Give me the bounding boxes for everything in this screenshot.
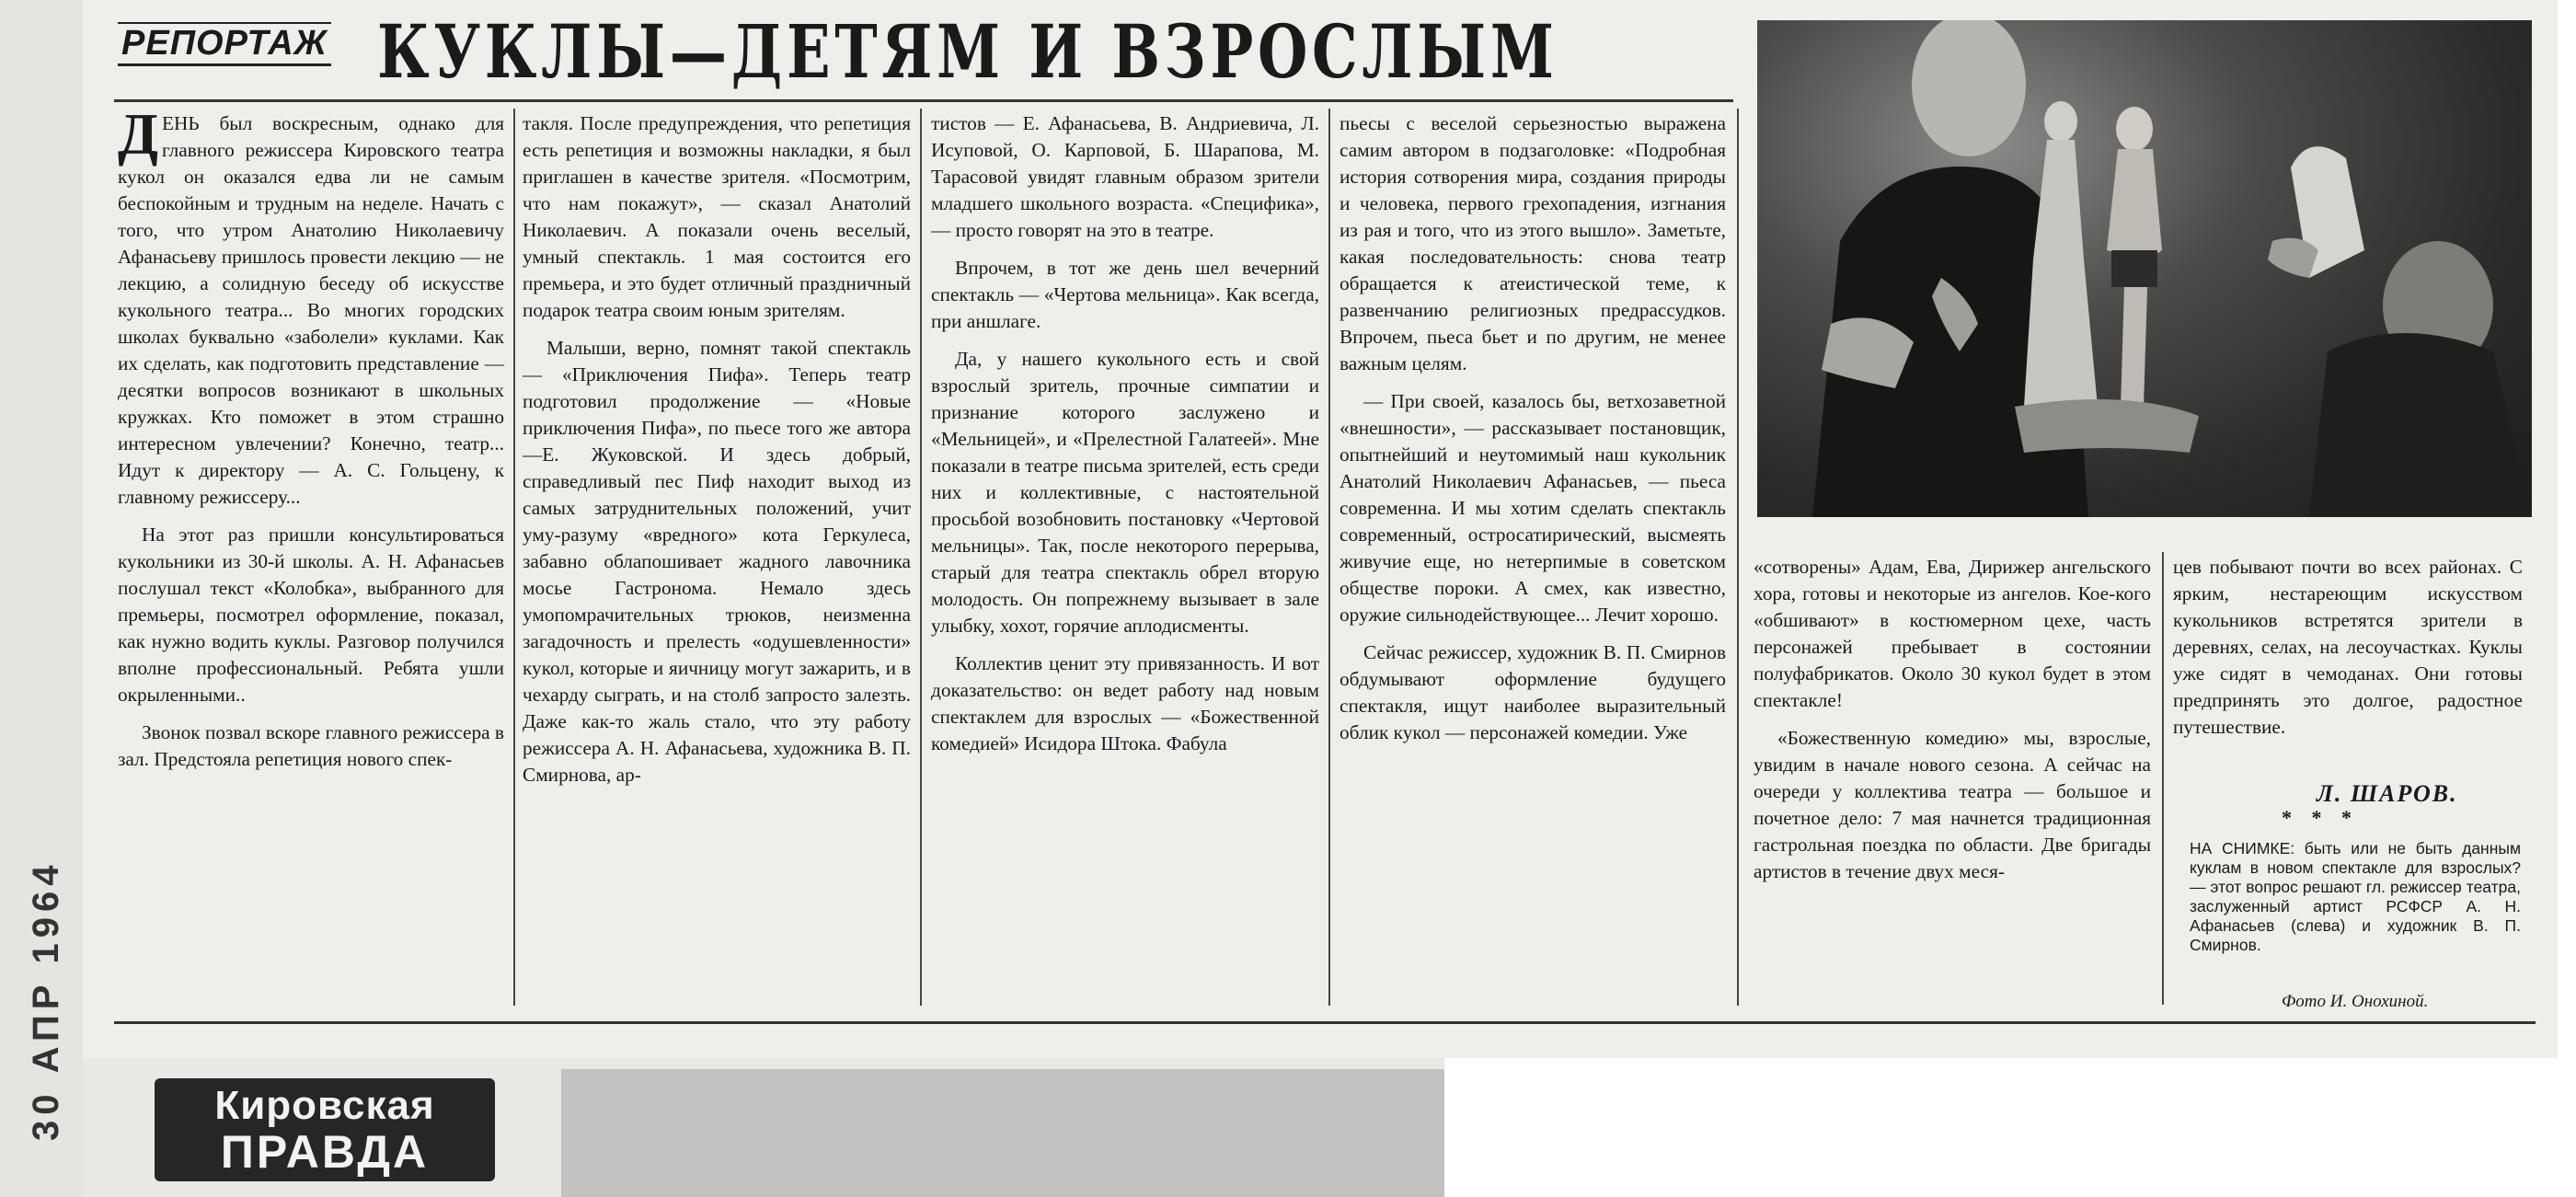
puppet-eve-body [2024, 140, 2098, 407]
masthead-line1: Кировская [214, 1083, 435, 1128]
date-stamp: 30 АПР 1964 [26, 859, 66, 1141]
paragraph: Малыши, верно, помнят такой спектакль — «Приключения Пифа». Теперь театр подготовил продолжение — «Новые приключения Пифа», по пьесе того же автора—Е. Жуковской. И здесь добрый, справедливый пес Пиф находит выход из самых затруднительных положений, учит уму-разуму «вредного» кота Геркулеса, забавно облапошивает жадного лавочника мосье Гастронома. Немало здесь умопомрачительных трюков, неизменна загадочность и прелесть «одушевленности» кукол, которые и яичницу могут зажарить, и в чехарду сыграть, и на столб запросто залезть. Даже как-то жаль стало, что эту работу режиссера А. Н. Афанасьева, художника В. П. Смирнова, ар- [523, 337, 911, 786]
photo-figures [1757, 20, 2532, 517]
masthead-line2: ПРАВДА [220, 1126, 430, 1178]
paragraph: Впрочем, в тот же день шел вечерний спектакль — «Чертова мельница». Как всегда, при аншлаге. [931, 257, 1319, 332]
puppet-adam-head [2116, 107, 2153, 151]
rubric-label: РЕПОРТАЖ [118, 22, 331, 66]
column-divider [513, 109, 515, 1006]
paragraph: «Божественную комедию» мы, взрослые, увидим в начале нового сезона. А сейчас на очереди у коллектива театра — большое и почетное дело: 7 мая начнется традиционная гастрольная поездка по области. Две бригады артистов в течение двух меся- [1754, 727, 2151, 882]
article-photo [1757, 20, 2532, 517]
paragraph: Сейчас режиссер, художник В. П. Смирнов обдумывают оформление будущего спектакля, ищут наиболее выразительный облик кукол — персонажей комедии. Уже [1340, 641, 1726, 743]
paragraph: пьесы с веселой серьезностью выражена самим автором в подзаголовке: «Подробная история сотворения мира, создания природы и человека, первого грехопадения, изгнания из рая и того, что из этого вышло». Заметьте, какая последовательность: снова театр обращается к атеистической теме, к развенчанию религиозных предрассудков. Впрочем, пьеса бьет и по другим, не менее важным целям. [1340, 112, 1726, 374]
paragraph: На этот раз пришли консультироваться кукольники из 30-й школы. А. Н. Афанасьев послушал текст «Колобка», выбранного для премьеры, посмотрел оформление, показал, как нужно водить куклы. Разговор получился вполне профессиональный. Ребята ушли окрыленными.. [118, 524, 504, 706]
headline-rule [114, 99, 1733, 102]
paragraph: Да, у нашего кукольного есть и свой взрослый зритель, прочные симпатии и признание которого заслужено и «Мельницей», и «Прелестной Галатеей». Мне показали в театре письма зрителей, есть среди них и коллективные, с настоятельной просьбой возобновить постановку «Чертовой мельницы». Так, после некоторого перерыва, старый для театра спектакль обрел вторую молодость. Он попрежнему вызывает в зале улыбку, хохот, горячие аплодисменты. [931, 348, 1319, 637]
column-divider [1328, 109, 1330, 1006]
paragraph: — При своей, казалось бы, ветхозаветной «внешности», — рассказывает постановщик, опытнейший и неутомимый наш кукольник Анатолий Николаевич Афанасьев, — пьеса современна. И мы хотим сделать спектакль современный, остросатирический, высмеять живучие еще, но нетерпимые в советском обществе пороки. А смех, как известно, оружие сильнодействующее... Лечит хорошо. [1340, 390, 1726, 626]
paragraph: такля. После предупреждения, что репетиция есть репетиция и возможны накладки, я был приглашен в качестве зрителя. «Посмотрим, что нам покажут», — сказал Анатолий Николаевич. А показали очень веселый, умный спектакль. 1 мая состоится его премьера, и это будет отличный праздничный подарок театра своим юным зрителям. [523, 112, 911, 321]
article-headline: КУКЛЫ—ДЕТЯМ И ВЗРОСЛЫМ [377, 8, 1558, 95]
column-divider [1737, 109, 1739, 1006]
photo-credit: Фото И. Онохиной. [2282, 992, 2429, 1011]
column-divider [2162, 552, 2164, 1005]
paragraph: ДЕНЬ был воскресным, однако для главного режиссера Кировского театра кукол он оказался едва ли не самым беспокойным и трудным на неделе. Начать с того, что утром Анатолию Николаевичу Афанасьеву пришлось провести лекцию — не лекцию, а солидную беседу об искусстве кукольного театра... Во многих городских школах буквально «заболели» куклами. Как их сделать, как подготовить представление — десятки вопросов возникают в школьных кружках. Кто поможет в этом страшно интересном увлечении? Конечно, театр... Идут к директору — А. С. Гольцену, к главному режиссеру... [118, 101, 504, 508]
bottom-rule [114, 1021, 2536, 1024]
separator-stars: * * * [2282, 806, 2359, 829]
newspaper-masthead [155, 1078, 495, 1181]
article-column-5 [1754, 554, 2151, 885]
paragraph: тистов — Е. Афанасьева, В. Андриевича, Л. Исуповой, О. Карповой, Б. Шарапова, М. Тарасовой увидят главным образом зрители младшего школьного возраста. «Специфика», — просто говорят на это в театре. [931, 112, 1319, 241]
man-left-head [1912, 20, 2026, 156]
article-column-3 [931, 110, 1319, 757]
article-column-2 [523, 110, 911, 788]
article-column-4 [1340, 110, 1726, 746]
puppet-stand [2015, 399, 2199, 453]
puppet-adam-loincloth [2111, 250, 2157, 287]
paragraph: Коллектив ценит эту привязанность. И вот доказательство: он ведет работу над новым спектаклем для взрослых — «Божественной комедией» Исидора Штока. Фабула [931, 652, 1319, 754]
column-divider [920, 109, 922, 1006]
man-right-body [2309, 333, 2532, 517]
photo-caption: НА СНИМКЕ: быть или не быть данным куклам в новом спектакле для взрослых? — этот вопрос решают гл. режиссер театра, заслуженный артист РСФСР А. Н. Афанасьев (слева) и художник В. П. Смирнов. [2190, 839, 2521, 954]
paragraph: цев побывают почти во всех районах. С ярким, нестареющим искусством кукольников встретятся зрители в деревнях, селах, на лесоучастках. Куклы уже сидят в чемоданах. Они готовы предпринять это долгое, радостное путешествие. [2173, 556, 2523, 738]
masthead-backing [561, 1069, 1444, 1197]
paragraph: Звонок позвал вскоре главного режиссера в зал. Предстояла репетиция нового спек- [118, 721, 504, 770]
puppet-eve-head [2044, 101, 2077, 142]
author-signature: Л. ШАРОВ. [2317, 780, 2458, 807]
paragraph: «сотворены» Адам, Ева, Дирижер ангельского хора, готовы и некоторые из ангелов. Кое-кого «обшивают» в костюмерном цехе, часть персонажей пребывает в состоянии полуфабрикатов. Около 30 кукол будет в этом спектакле! [1754, 556, 2151, 711]
article-column-1 [118, 101, 504, 773]
article-column-6 [2173, 554, 2523, 741]
